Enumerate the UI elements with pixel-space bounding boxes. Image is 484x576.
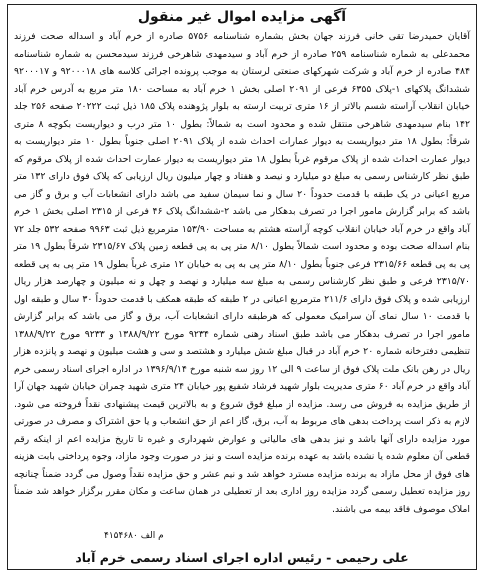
notice-reference-number: م الف ۴۱۵۴۶۸۰: [104, 531, 164, 541]
notice-body: آقایان حمیدرضا تقی خانی فرزند جهان بخش بشماره شناسنامه ۵۷۵۶ صادره از خرم آباد و اسداله صحت فرزند محمدعلی به شماره شناسنامه ۲۵۹ صادره از خرم آباد و سیدمهدی شاهرخی فرزند سیدمحسن به شماره شناسنامه ۴۸۴ صادره از خرم آباد و شرکت شهرکهای صنعتی لرستان به موجب پرونده اجرائی کلاسه های ۹۲۰۰۰۱۸ و ۹۲۰۰۰۱۷ ششدانگ پلاکهای ۱-پلاک ۶۳۵۵ فرعی از ۲۰۹۱ اصلی بخش ۱ خرم آباد به مساحت ۱۸۰ متر مربع به آدرس خرم آباد خیابان انقلاب آراسته شسم بالاتر از ۱۶ متری تربیت ارسته به بلوار پژوهنده پلاک ۱۸۵ ذیل ثبت ۲۰۲۲۲ صفحه ۲۵۶ جلد ۱۴۲ بنام سیدمهدی شاهرخی منتقل شده و محدود است به شمالاً: بطول ۱۰ متر درب و دیواریست بکوچه ۸ متری شرقاً: بطول ۱۸ متر دیواریست به دیوار عمارات احداث شده از پلاک ۲۰۹۱ اصلی جنوباً بطول ۱۰ متر دیواریست به دیوار عمارت احداث شده از پلاک مرقوم غرباً بطول ۱۸ متر دیواریست به دیوار عمارت احداث شده از پلاک مرقوم که طبق نظر کارشناس رسمی به مبلغ دو میلیارد و نیصد و هفتاد و چهار میلیون ریال ارزیابی که پلاک فوق دارای ۱۳۲ متر مربع اعیانی در یک طبقه با قدمت حدوداً ۲۰ سال و نما سیمان سفید می باشد دارای انشعابات آب و برق و گاز می باشد که برابر گزارش مامور اجرا در تصرف بدهکار می باشد ۲-ششدانگ پلاک ۴۶ فرعی از ۲۳۱۵ اصلی بخش ۱ خرم آباد واقع در خرم آباد خیابان انقلاب کوچه آراسته هشتم به مساحت ۱۵۳/۹۰ مترمربع ذیل ثبت ۹۹۶۳ صفحه ۵۳۲ جلد ۷۲ بنام اسداله صحت بوده و محدود است شمالاً بطول ۸/۱۰ متر پی به پی قطعه زمین پلاک ۲۳۱۵/۶۷ شرقاً بطول ۱۹ متر پی به پی قطعه ۲۳۱۵/۶۶ فرعی جنوباً بطول ۸/۱۰ متر پی به پی به خیابان ۱۲ متری غرباً بطول ۱۹ متر پی به پی قطعه ۲۳۱۵/۷۰ فرعی و طبق نظر کارشناس رسمی به مبلغ سه میلیارد و نهصد و چهل و نه میلیون و چهارصد هزار ریال ارزیابی شده و پلاک فوق دارای ۲۱۱/۶ مترمربع اعیانی در ۲ طبقه که طبقه همکف با قدمت حدوداً ۳۰ سال و طبقه اول با قدمت ۱۰ سال نمای آن سرامیک معمولی که هرطبقه دارای انشعابات آب، برق و گاز می باشد که برابر گزارش مامور اجرا در تصرف بدهکار می باشد طبق اسناد رهنی شماره ۹۲۳۴ مورخ ۱۳۸۸/۹/۲۲ و ۹۲۳۳ مورخ ۱۳۸۸/۹/۲۲ تنظیمی دفترخانه شماره ۲۰ خرم آباد در قبال مبلغ شش میلیارد و هشتصد و سی و هشت میلیون و نهصد و پانزده هزار ریال در رهن بانک ملت پلاک فوق از ساعت ۹ الی ۱۲ روز سه شنبه مورخ ۱۳۹۶/۹/۱۴ در اداره اجرای اسناد رسمی خرم آباد واقع در خرم آباد ۶۰ متری مدیریت بلوار شهید فرشاد شفیع پور خیابان ۲۴ متری شهید چمران خیابان شهید جهان آرا از طریق مزایده به فروش می رسد. مزایده از مبلغ فوق شروع و به بالاترین قیمت پیشنهادی نقداً فروخته می شود. لازم به ذکر است پرداخت بدهی های مربوط به آب، برق، گاز اعم از حق انشعاب و یا حق اشتراک و مصرف در صورتی مورد مزایده دارای آنها باشد و نیز بدهی های مالیاتی و عوارض شهرداری و غیره تا تاریخ مزایده اعم از اینکه رقم قطعی آن معلوم شده یا نشده باشد به عهده برنده مزایده است و نیز در صورت وجود مازاد، وجوه پرداختی بابت هزینه های فوق از محل مازاد به برنده مزایده مسترد خواهد شد و نیم عشر و حق مزایده نقداً وصول می گردد ضمناً چنانچه روز مزایده تعطیل رسمی گردد مزایده روز اداری بعد از تعطیلی در همان ساعت و مکان مقرر برگزار خواهد شد ضمناً املاک موصوف فاقد بیمه می باشند.: [14, 31, 471, 515]
notice-title: آگهی مزایده اموال غیر منقول: [137, 9, 347, 25]
auction-notice: [7, 4, 477, 570]
notice-signature: علی رحیمی - رئیس اداره اجرای اسناد رسمی خرم آباد: [75, 550, 409, 565]
